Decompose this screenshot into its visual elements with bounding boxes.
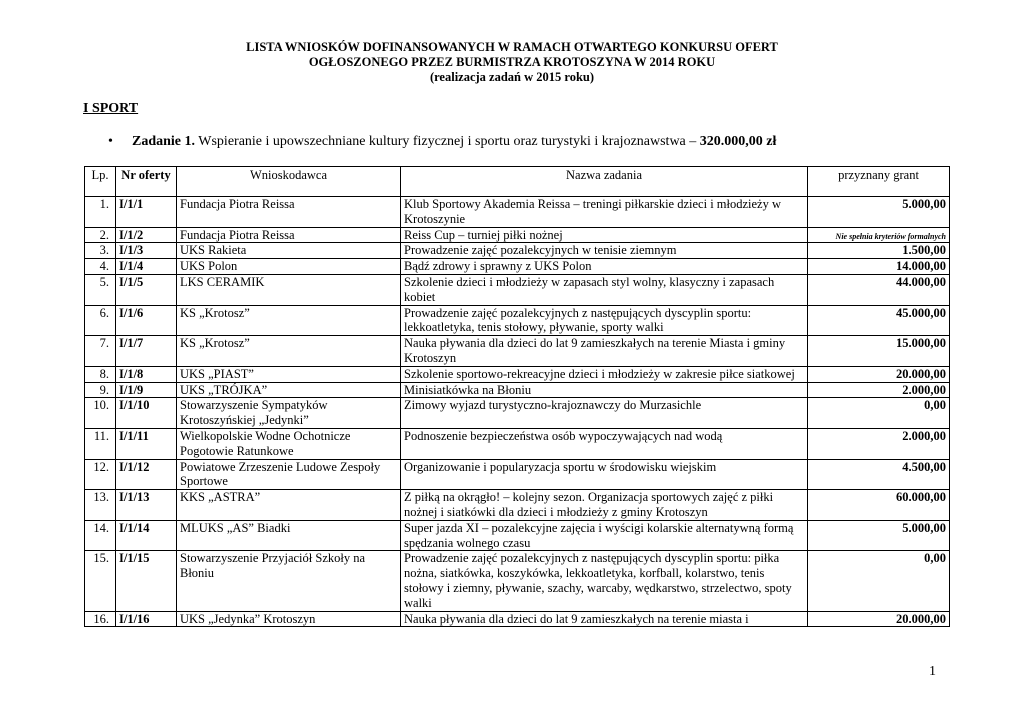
row-offer-number: I/1/6 (116, 305, 177, 336)
table-row (85, 305, 950, 336)
row-grant: 2.000,00 (808, 428, 950, 459)
table-row (85, 611, 950, 627)
table-row (85, 428, 950, 459)
row-grant: 14.000,00 (808, 259, 950, 275)
row-task-name: Szkolenie sportowo-rekreacyjne dzieci i młodzieży w zakresie piłce siatkowej (401, 366, 808, 382)
row-grant: 44.000,00 (808, 274, 950, 305)
row-offer-number: I/1/10 (116, 398, 177, 429)
row-applicant: UKS „TRÓJKA” (177, 382, 401, 398)
row-lp: 11. (85, 428, 116, 459)
row-applicant: UKS „Jedynka” Krotoszyn (177, 611, 401, 627)
row-lp: 8. (85, 366, 116, 382)
row-offer-number: I/1/8 (116, 366, 177, 382)
row-task-name: Prowadzenie zajęć pozalekcyjnych w tenisie ziemnym (401, 243, 808, 259)
row-applicant: UKS Polon (177, 259, 401, 275)
header-title-line-1: LISTA WNIOSKÓW DOFINANSOWANYCH W RAMACH OTWARTEGO KONKURSU OFERT (246, 40, 778, 54)
row-task-name: Nauka pływania dla dzieci do lat 9 zamieszkałych na terenie miasta i (401, 611, 808, 627)
row-offer-number: I/1/7 (116, 336, 177, 367)
table-row (85, 459, 950, 490)
row-task-name: Klub Sportowy Akademia Reissa – treningi piłkarskie dzieci i młodzieży w Krotoszynie (401, 197, 808, 228)
table-row (85, 490, 950, 521)
section-title: I SPORT (83, 101, 139, 116)
row-lp: 5. (85, 274, 116, 305)
table-row (85, 197, 950, 228)
page-number: 1 (929, 664, 936, 679)
header-title-line-3: (realizacja zadań w 2015 roku) (429, 70, 595, 84)
table-row (85, 243, 950, 259)
row-applicant: Stowarzyszenie Przyjaciół Szkoły na Błoniu (177, 551, 401, 611)
row-offer-number: I/1/4 (116, 259, 177, 275)
row-applicant: Fundacja Piotra Reissa (177, 227, 401, 243)
row-task-name: Z piłką na okrągło! – kolejny sezon. Organizacja sportowych zajęć z piłki nożnej i siatkówki dla dzieci i młodzieży z gminy Krotoszyn (401, 490, 808, 521)
task-amount: 320.000,00 zł (699, 134, 777, 149)
row-applicant: Powiatowe Zrzeszenie Ludowe Zespoły Sportowe (177, 459, 401, 490)
row-lp: 9. (85, 382, 116, 398)
row-task-name: Super jazda XI – pozalekcyjne zajęcia i wyścigi kolarskie alternatywną formą spędzania wolnego czasu (401, 520, 808, 551)
row-applicant: KS „Krotosz” (177, 305, 401, 336)
row-offer-number: I/1/1 (116, 197, 177, 228)
table-row (85, 398, 950, 429)
row-lp: 10. (85, 398, 116, 429)
row-offer-number: I/1/14 (116, 520, 177, 551)
task-label: Zadanie 1. (132, 134, 196, 149)
row-offer-number: I/1/15 (116, 551, 177, 611)
row-grant: 20.000,00 (808, 366, 950, 382)
row-offer-number: I/1/5 (116, 274, 177, 305)
row-applicant: Fundacja Piotra Reissa (177, 197, 401, 228)
row-lp: 3. (85, 243, 116, 259)
row-lp: 13. (85, 490, 116, 521)
row-applicant: UKS Rakieta (177, 243, 401, 259)
row-offer-number: I/1/13 (116, 490, 177, 521)
row-grant: 15.000,00 (808, 336, 950, 367)
column-header-nr: Nr oferty (116, 167, 177, 197)
row-grant: 0,00 (808, 551, 950, 611)
column-header-grant: przyznany grant (808, 167, 950, 197)
row-applicant: MLUKS „AS” Biadki (177, 520, 401, 551)
row-applicant: UKS „PIAST” (177, 366, 401, 382)
row-applicant: Stowarzyszenie Sympatyków Krotoszyńskiej „Jedynki” (177, 398, 401, 429)
table-row (85, 259, 950, 275)
row-offer-number: I/1/9 (116, 382, 177, 398)
row-offer-number: I/1/11 (116, 428, 177, 459)
row-lp: 2. (85, 227, 116, 243)
table-row (85, 520, 950, 551)
row-offer-number: I/1/2 (116, 227, 177, 243)
table-body (85, 197, 950, 627)
row-offer-number: I/1/12 (116, 459, 177, 490)
row-grant (808, 227, 950, 243)
row-grant: 0,00 (808, 398, 950, 429)
grant-note: Nie spełnia kryteriów formalnych (835, 231, 946, 241)
column-header-lp: Lp. (85, 167, 116, 197)
row-lp: 6. (85, 305, 116, 336)
row-lp: 7. (85, 336, 116, 367)
row-grant: 5.000,00 (808, 520, 950, 551)
row-lp: 15. (85, 551, 116, 611)
row-applicant: KS „Krotosz” (177, 336, 401, 367)
row-lp: 16. (85, 611, 116, 627)
table-row (85, 336, 950, 367)
table-row (85, 551, 950, 611)
table-row (85, 382, 950, 398)
row-grant: 5.000,00 (808, 197, 950, 228)
grants-table (84, 166, 950, 627)
row-task-name: Minisiatkówka na Błoniu (401, 382, 808, 398)
row-offer-number: I/1/16 (116, 611, 177, 627)
task-description: Wspieranie i upowszechniane kultury fizycznej i sportu oraz turystyki i krajoznawstwa – (195, 134, 700, 149)
column-header-task: Nazwa zadania (401, 167, 808, 197)
table-row (85, 274, 950, 305)
task-text (132, 134, 776, 150)
row-task-name: Bądź zdrowy i sprawny z UKS Polon (401, 259, 808, 275)
row-lp: 1. (85, 197, 116, 228)
column-header-applicant: Wnioskodawca (177, 167, 401, 197)
document-header (0, 40, 1024, 85)
row-applicant: LKS CERAMIK (177, 274, 401, 305)
row-task-name: Szkolenie dzieci i młodzieży w zapasach styl wolny, klasyczny i zapasach kobiet (401, 274, 808, 305)
row-grant: 20.000,00 (808, 611, 950, 627)
header-title-line-2: OGŁOSZONEGO PRZEZ BURMISTRZA KROTOSZYNA W 2014 ROKU (308, 55, 716, 69)
bullet-icon: • (108, 134, 113, 149)
row-lp: 4. (85, 259, 116, 275)
row-task-name: Prowadzenie zajęć pozalekcyjnych z następujących dyscyplin sportu: lekkoatletyka, tenis stołowy, pływanie, sporty walki (401, 305, 808, 336)
table-row (85, 366, 950, 382)
row-lp: 12. (85, 459, 116, 490)
row-task-name: Zimowy wyjazd turystyczno-krajoznawczy do Murzasichle (401, 398, 808, 429)
row-applicant: Wielkopolskie Wodne Ochotnicze Pogotowie Ratunkowe (177, 428, 401, 459)
row-grant: 2.000,00 (808, 382, 950, 398)
row-grant: 4.500,00 (808, 459, 950, 490)
row-task-name: Prowadzenie zajęć pozalekcyjnych z następujących dyscyplin sportu: piłka nożna, siatkówka, koszykówka, lekkoatletyka, korfball, kolarstwo, tenis stołowy i ziemny, pływanie, szachy, warcaby, wędkarstwo, strzelectwo, spoty walki (401, 551, 808, 611)
table-row (85, 227, 950, 243)
row-task-name: Podnoszenie bezpieczeństwa osób wypoczywających nad wodą (401, 428, 808, 459)
row-task-name: Reiss Cup – turniej piłki nożnej (401, 227, 808, 243)
row-lp: 14. (85, 520, 116, 551)
row-offer-number: I/1/3 (116, 243, 177, 259)
row-task-name: Nauka pływania dla dzieci do lat 9 zamieszkałych na terenie Miasta i gminy Krotoszyn (401, 336, 808, 367)
row-grant: 60.000,00 (808, 490, 950, 521)
row-applicant: KKS „ASTRA” (177, 490, 401, 521)
row-grant: 45.000,00 (808, 305, 950, 336)
table-header-row (85, 167, 950, 197)
row-grant: 1.500,00 (808, 243, 950, 259)
row-task-name: Organizowanie i popularyzacja sportu w środowisku wiejskim (401, 459, 808, 490)
